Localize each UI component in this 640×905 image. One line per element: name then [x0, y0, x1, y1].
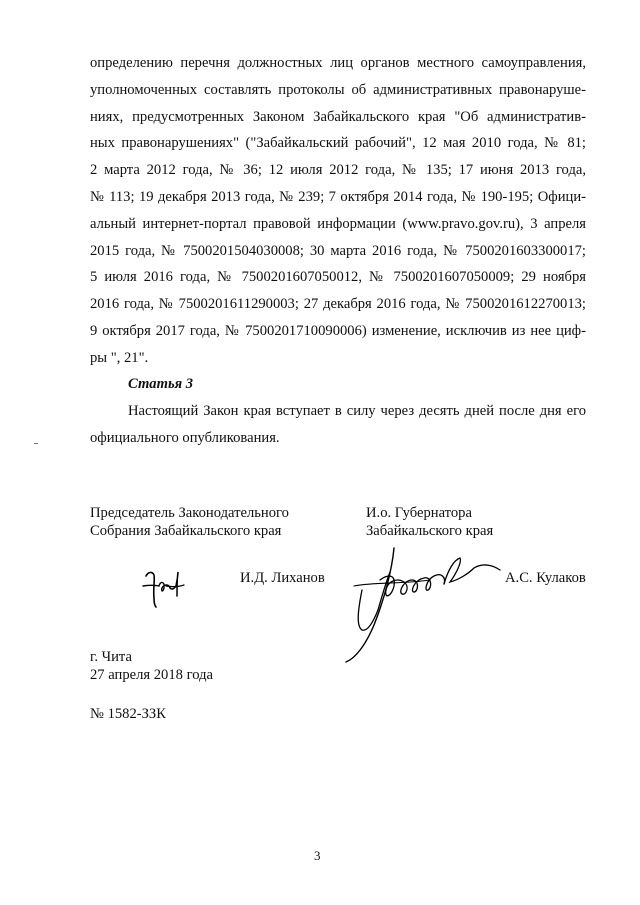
right-handwritten-signature — [334, 540, 504, 668]
place-city: г. Чита — [90, 649, 132, 665]
body-line: 2015 года, № 7500201504030008; 30 марта 2016 года, № 7500201603300017; — [90, 242, 586, 259]
law-number: № 1582-ЗЗК — [90, 706, 166, 722]
body-line: уполномоченных составлять протоколы об административных правонаруше- — [90, 81, 586, 98]
body-line: ных правонарушениях" ("Забайкальский рабочий", 12 мая 2010 года, № 81; — [90, 135, 586, 152]
margin-mark — [34, 443, 38, 444]
left-signatory-name: И.Д. Лиханов — [240, 570, 325, 586]
right-signatory-title — [366, 504, 493, 540]
left-signatory-title — [90, 504, 289, 540]
body-line: 9 октября 2017 года, № 7500201710090006) изменение, исключив из нее циф- — [90, 322, 586, 339]
right-signatory-name: А.С. Кулаков — [505, 570, 586, 586]
body-line: № 113; 19 декабря 2013 года, № 239; 7 октября 2014 года, № 190-195; Офици- — [90, 188, 586, 205]
article-title: Статья 3 — [128, 376, 194, 392]
body-line: 2016 года, № 7500201611290003; 27 декабря 2016 года, № 7500201612270013; — [90, 296, 586, 313]
body-line: альный интернет-портал правовой информации (www.pravo.gov.ru), 3 апреля — [90, 215, 586, 232]
left-title-line: Собрания Забайкальского края — [90, 523, 282, 539]
left-handwritten-signature — [140, 566, 186, 610]
right-title-line: И.о. Губернатора — [366, 505, 472, 521]
article-line: Настоящий Закон края вступает в силу через десять дней после дня его — [128, 403, 586, 419]
page-number: 3 — [314, 848, 321, 863]
left-title-line: Председатель Законодательного — [90, 505, 289, 521]
body-paragraph — [90, 50, 586, 372]
body-line: 2 марта 2012 года, № 36; 12 июля 2012 года, № 135; 17 июня 2013 года, — [90, 162, 586, 179]
body-line: определению перечня должностных лиц органов местного самоуправления, — [90, 55, 586, 71]
body-line: 5 июля 2016 года, № 7500201607050012, № 7500201607050009; 29 ноября — [90, 269, 586, 286]
article-line: официального опубликования. — [90, 429, 280, 446]
place-and-date — [90, 648, 213, 684]
body-line: ры ", 21". — [90, 349, 149, 366]
signing-date: 27 апреля 2018 года — [90, 667, 213, 683]
article-paragraph — [90, 398, 586, 452]
body-line: ниях, предусмотренных Законом Забайкальского края "Об административ- — [90, 108, 586, 125]
right-title-line: Забайкальского края — [366, 523, 494, 539]
